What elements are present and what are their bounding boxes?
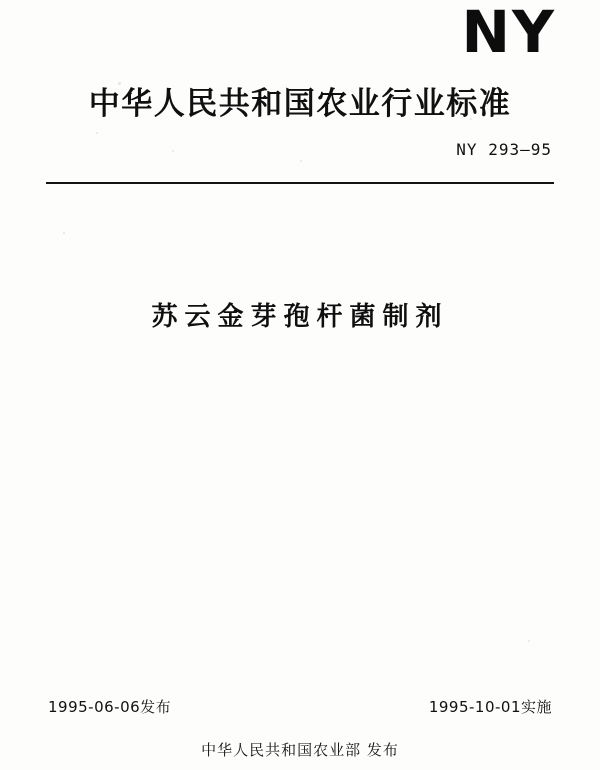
effective-date: 1995-10-01实施 [428, 698, 552, 716]
publisher: 中华人民共和国农业部 发布 [201, 741, 399, 759]
scan-speckle [528, 640, 530, 642]
scan-speckle [172, 150, 174, 152]
ny-logo: NY [461, 0, 556, 66]
standard-number: NY 293—95 [456, 140, 552, 159]
subject-title: 苏云金芽孢杆菌制剂 [151, 302, 449, 332]
standard-title: 中华人民共和国农业行业标准 [88, 86, 512, 122]
header-divider [46, 182, 554, 184]
scan-speckle [63, 232, 65, 234]
scan-speckle [300, 160, 302, 162]
scan-speckle [96, 132, 98, 134]
issue-date: 1995-06-06发布 [48, 698, 172, 716]
